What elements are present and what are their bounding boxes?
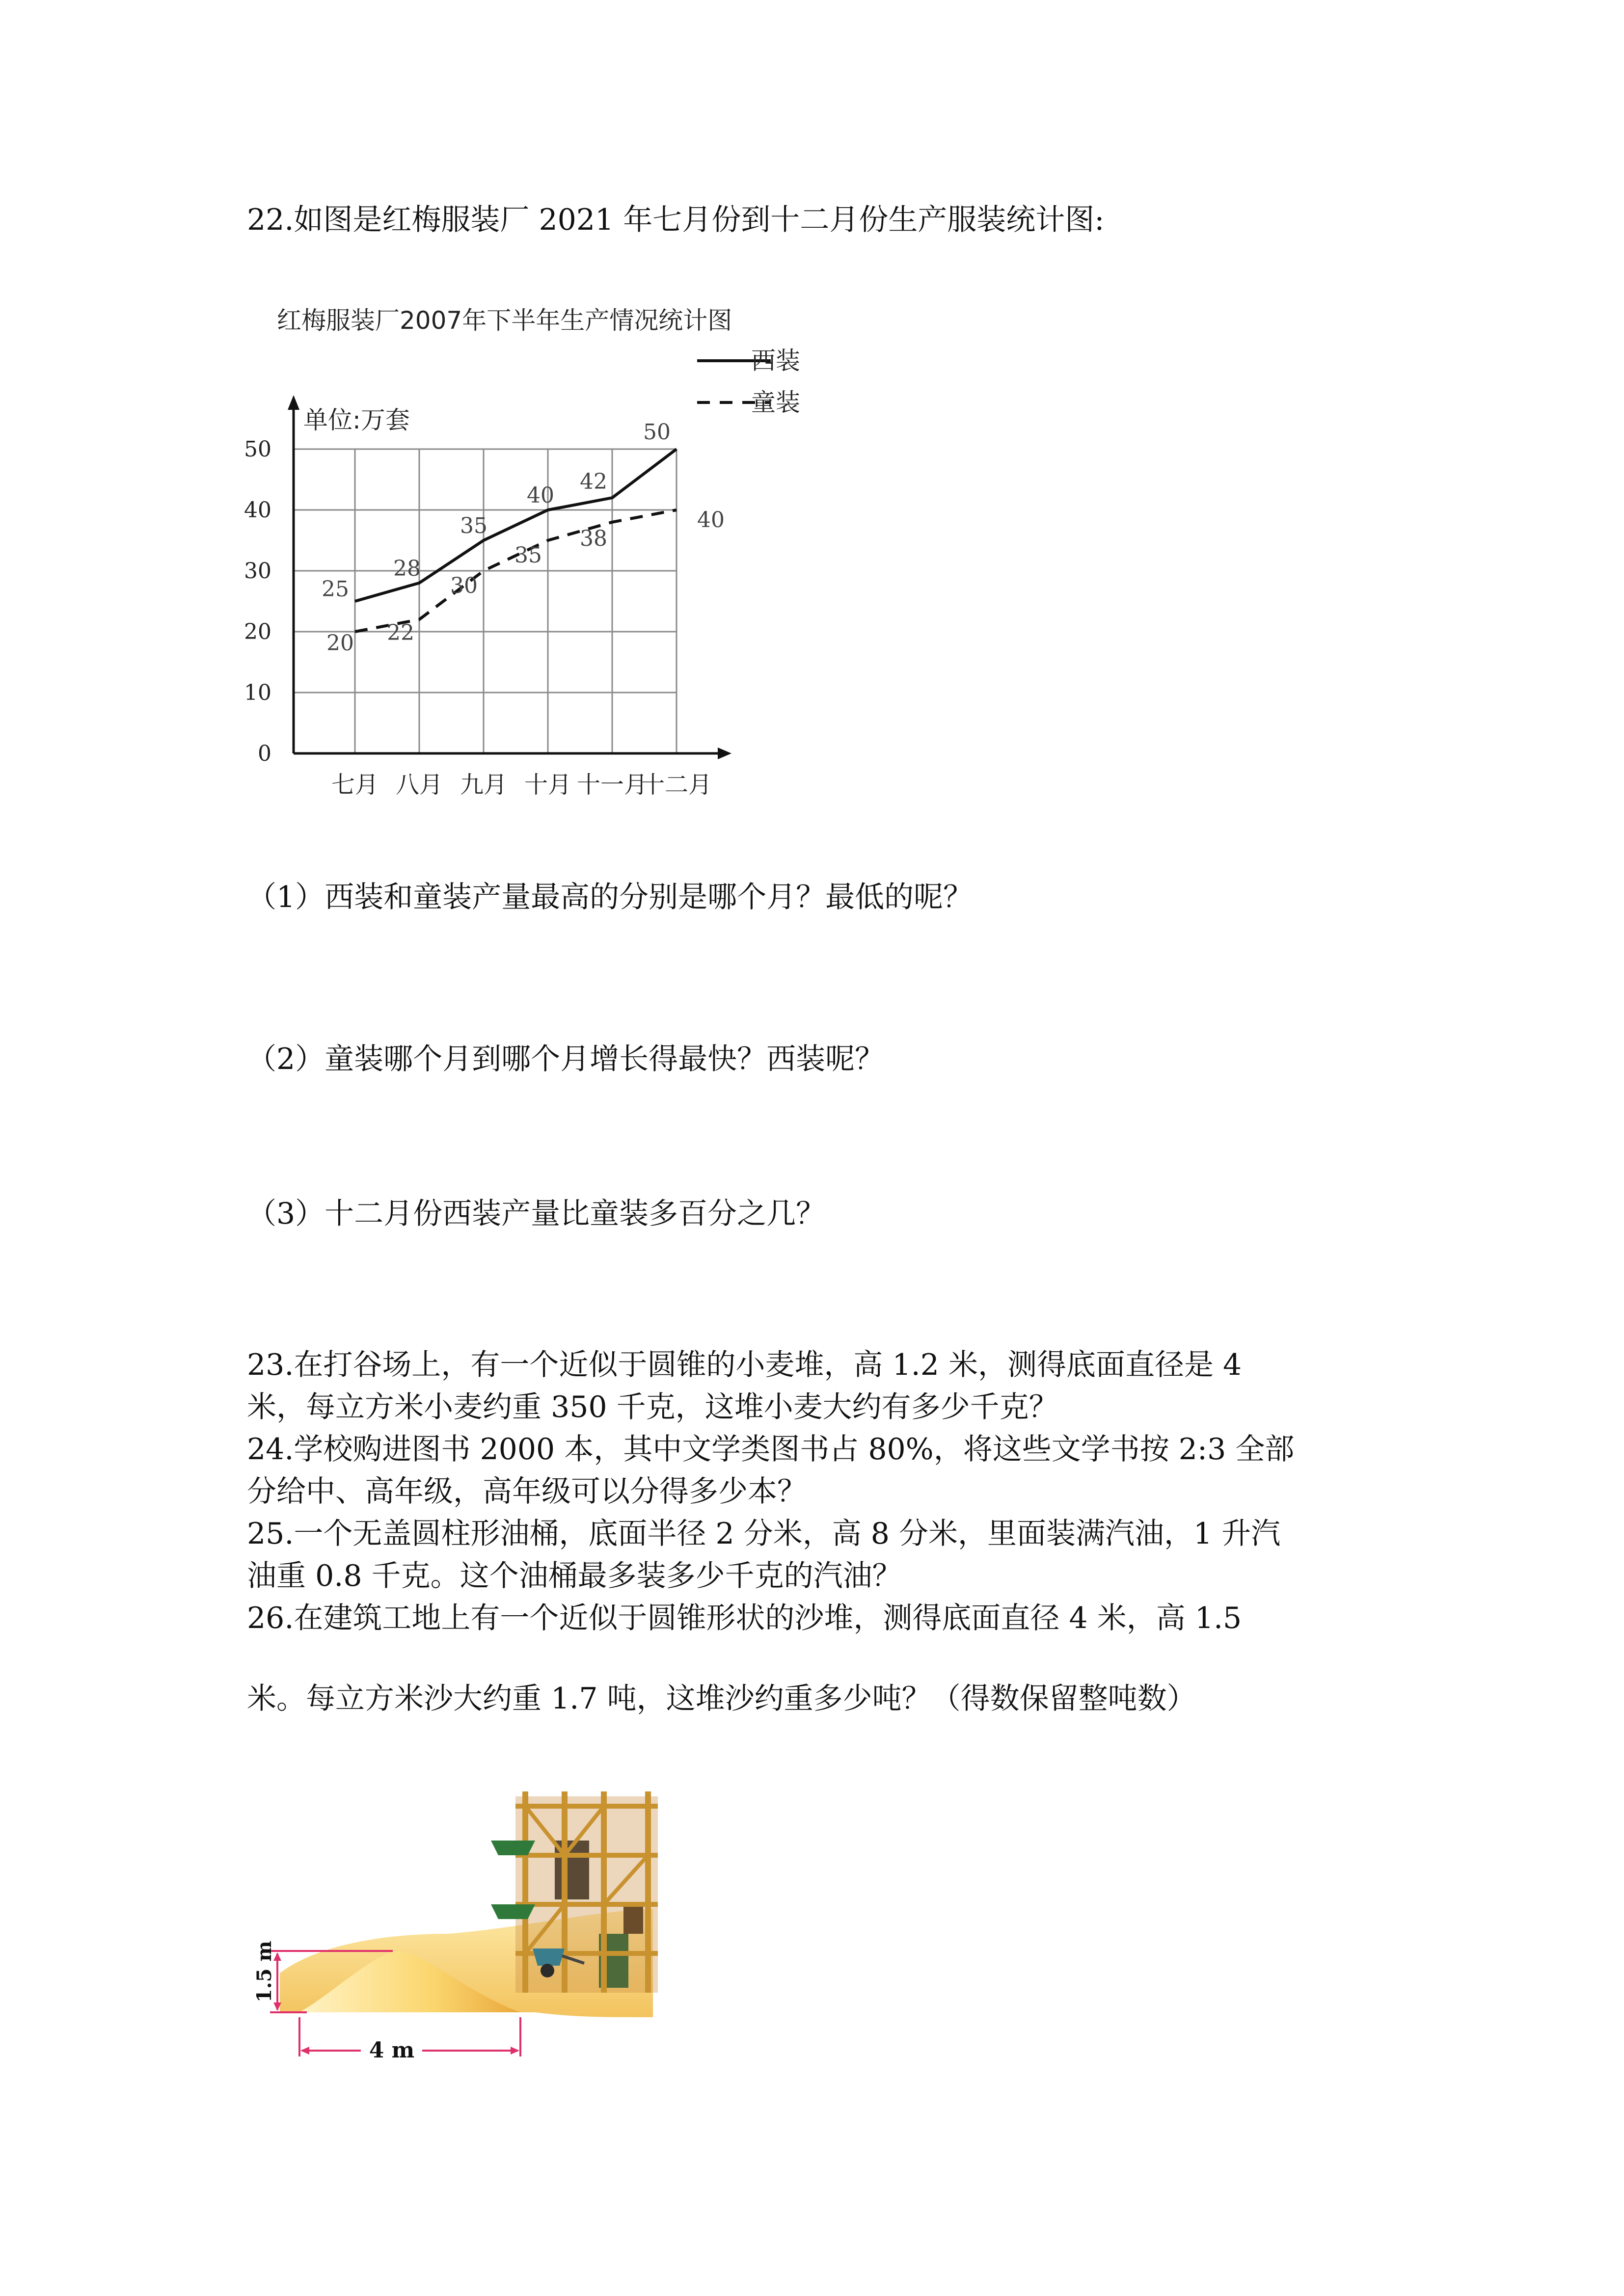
q24-line1: 24.学校购进图书 2000 本，其中文学类图书占 80%，将这些文学书按 2:3 全部 [247, 1432, 1295, 1467]
data-label-kids-3: 35 [514, 543, 542, 568]
q22-intro: 22.如图是红梅服装厂 2021 年七月份到十二月份生产服装统计图: [247, 203, 1105, 237]
y-tick-label-5: 50 [244, 437, 271, 462]
y-tick-label-2: 20 [244, 619, 271, 644]
q26-line2: 米。每立方米沙大约重 1.7 吨，这堆沙约重多少吨？（得数保留整吨数） [247, 1682, 1196, 1716]
data-label-suit-5: 50 [643, 420, 671, 445]
q22-sub1: （1）西装和童装产量最高的分别是哪个月？最低的呢？ [247, 880, 973, 914]
y-tick-labels [244, 437, 271, 766]
data-labels [322, 420, 725, 656]
y-tick-label-4: 40 [244, 498, 271, 523]
sand-pile-illustration [253, 1787, 663, 2091]
data-label-kids-0: 20 [326, 631, 354, 656]
unit-label: 单位:万套 [303, 406, 410, 434]
series-lines [355, 449, 677, 632]
q25-line1: 25.一个无盖圆柱形油桶，底面半径 2 分米，高 8 分米，里面装满汽油，1 升汽 [247, 1517, 1281, 1551]
legend-label-kids: 童装 [751, 388, 800, 417]
y-tick-label-0: 0 [258, 741, 271, 766]
data-label-suit-0: 25 [322, 577, 349, 602]
q23-line1: 23.在打谷场上，有一个近似于圆锥的小麦堆，高 1.2 米，测得底面直径是 4 [247, 1348, 1242, 1382]
chart-title: 红梅服装厂2007年下半年生产情况统计图 [277, 306, 732, 335]
y-tick-label-1: 10 [244, 680, 271, 705]
data-label-suit-1: 28 [393, 556, 421, 581]
x-axis-arrow [718, 748, 731, 759]
data-label-kids-2: 30 [450, 573, 478, 598]
data-label-suit-4: 42 [580, 469, 607, 495]
x-tick-label-0: 七月 [331, 771, 379, 799]
legend-label-suit: 西装 [751, 347, 800, 375]
data-label-suit-2: 35 [460, 513, 487, 538]
x-tick-labels [331, 771, 712, 799]
height-label: 1.5 m [253, 1941, 276, 2002]
chart-grid [294, 449, 677, 753]
x-tick-label-1: 八月 [395, 771, 443, 799]
q26-line1: 26.在建筑工地上有一个近似于圆锥形状的沙堆，测得底面直径 4 米，高 1.5 [247, 1601, 1242, 1635]
q22-sub2: （2）童装哪个月到哪个月增长得最快？西装呢？ [247, 1042, 885, 1076]
width-label: 4 m [369, 2038, 415, 2063]
data-label-suit-3: 40 [527, 483, 554, 508]
q23-line2: 米，每立方米小麦约重 350 千克，这堆小麦大约有多少千克？ [247, 1390, 1058, 1424]
q24-line2: 分给中、高年级，高年级可以分得多少本？ [247, 1474, 807, 1509]
x-tick-label-5: 十二月 [641, 771, 712, 799]
scaffold-building [491, 1791, 658, 1993]
x-tick-label-4: 十一月 [576, 771, 648, 799]
y-tick-label-3: 30 [244, 559, 271, 584]
q25-line2: 油重 0.8 千克。这个油桶最多装多少千克的汽油？ [247, 1559, 902, 1593]
y-axis-arrow [288, 395, 299, 410]
x-tick-label-3: 十月 [524, 771, 572, 799]
data-label-kids-5: 40 [697, 507, 725, 533]
data-label-kids-1: 22 [387, 620, 414, 646]
production-line-chart [236, 290, 800, 810]
x-tick-label-2: 九月 [460, 771, 508, 799]
q22-sub3: （3）十二月份西装产量比童装多百分之几？ [247, 1197, 826, 1231]
data-label-kids-4: 38 [580, 526, 607, 551]
